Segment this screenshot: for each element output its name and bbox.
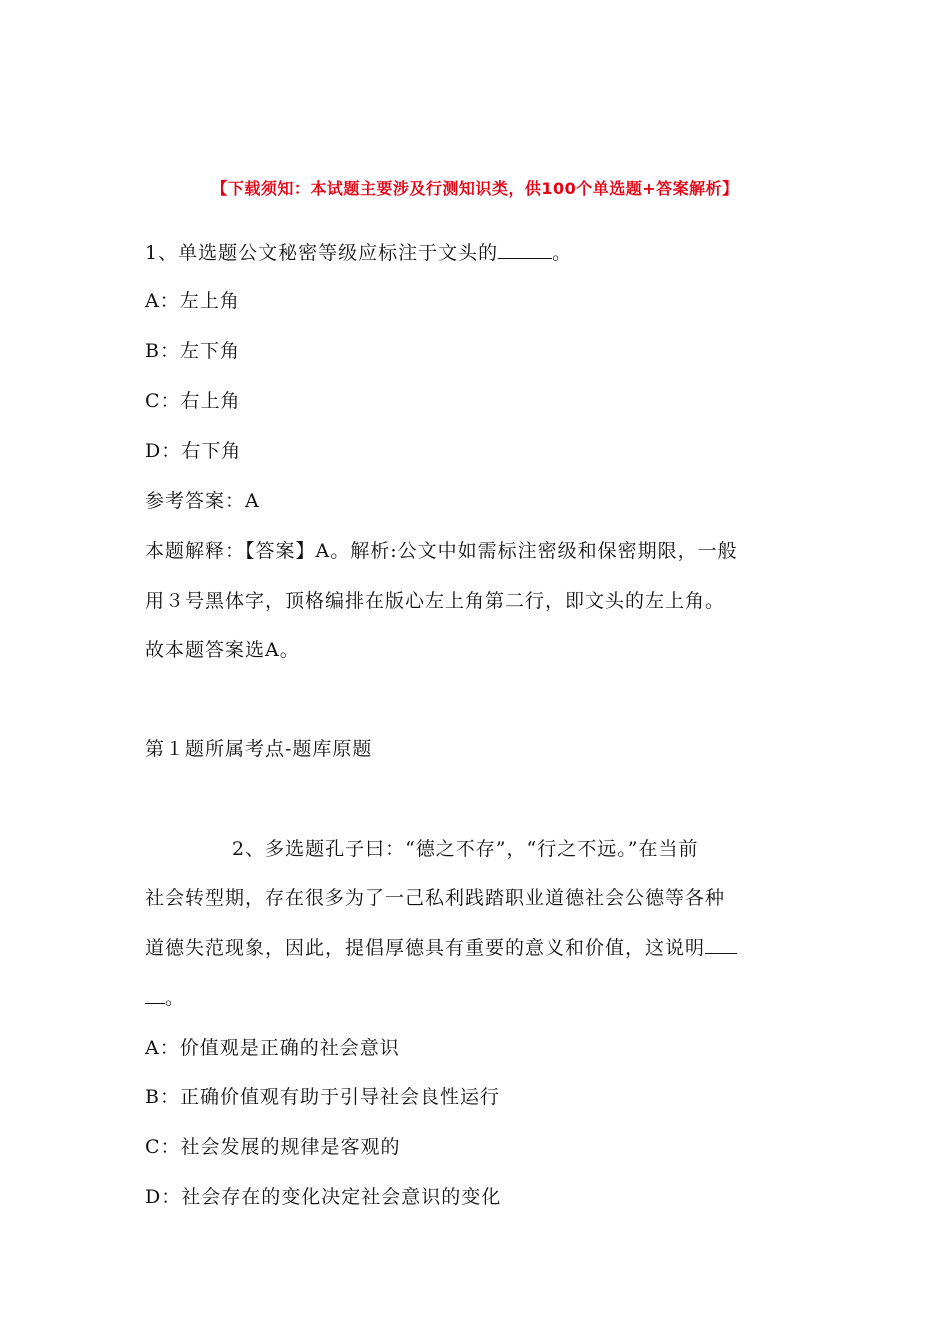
question-1-stem-end: 。 xyxy=(552,242,573,264)
question-1-explanation-line-3: 故本题答案选A。 xyxy=(145,639,300,661)
question-2-stem-line-3 xyxy=(145,935,737,961)
download-notice: 【下载须知：本试题主要涉及行测知识类，供100个单选题+答案解析】 xyxy=(211,179,739,198)
question-2-option-c: C：社会发展的规律是客观的 xyxy=(145,1136,401,1158)
answer-blank-continued xyxy=(145,985,165,1004)
question-2-stem-line-3-text: 道德失范现象，因此，提倡厚德具有重要的意义和价值，这说明 xyxy=(145,937,706,959)
question-1-answer: 参考答案：A xyxy=(145,490,260,512)
question-1-stem-text: 1、单选题公文秘密等级应标注于文头的 xyxy=(145,242,499,264)
question-2-option-a: A：价值观是正确的社会意识 xyxy=(145,1037,400,1059)
question-1-explanation-line-2: 用３号黑体字，顶格编排在版心左上角第二行，即文头的左上角。 xyxy=(145,590,726,612)
question-1-explanation-line-1: 本题解释：【答案】A。解析:公文中如需标注密级和保密期限，一般 xyxy=(145,540,738,562)
question-1-topic: 第１题所属考点-题库原题 xyxy=(145,738,373,760)
question-2-option-b: B：正确价值观有助于引导社会良性运行 xyxy=(145,1086,500,1108)
question-2-option-d: D：社会存在的变化决定社会意识的变化 xyxy=(145,1186,502,1208)
question-2-stem-line-1: 2、多选题孔子曰：“德之不存”，“行之不远。”在当前 xyxy=(232,838,699,860)
question-1-option-a: A：左上角 xyxy=(145,290,240,312)
answer-blank xyxy=(498,240,552,259)
question-2-stem-line-2: 社会转型期，存在很多为了一己私利践踏职业道德社会公德等各种 xyxy=(145,887,726,909)
question-1-option-c: C：右上角 xyxy=(145,390,241,412)
question-1-option-d: D：右下角 xyxy=(145,440,242,462)
answer-blank xyxy=(705,935,737,954)
question-1-stem xyxy=(145,240,572,266)
question-2-stem-end xyxy=(145,985,185,1011)
question-2-stem-end-mark: 。 xyxy=(165,987,186,1009)
question-1-option-b: B：左下角 xyxy=(145,340,240,362)
